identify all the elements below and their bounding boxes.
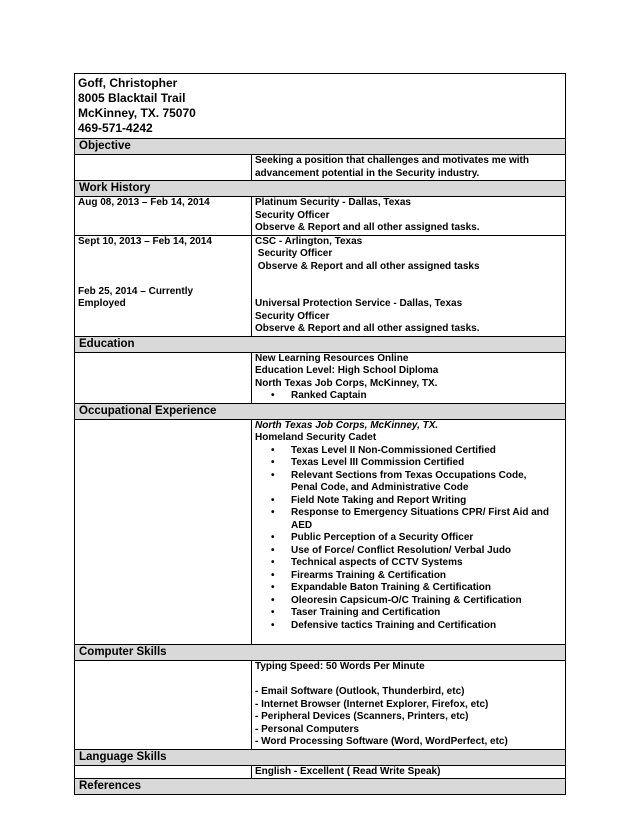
contact-block xyxy=(75,74,566,139)
contact-street: 8005 Blacktail Trail xyxy=(78,91,186,105)
list-item-text: Oleoresin Capsicum-O/C Training & Certification xyxy=(291,594,522,606)
list-item-text: Taser Training and Certification xyxy=(291,607,441,618)
computer-heading: Computer Skills xyxy=(75,645,566,661)
contact-phone: 469-571-4242 xyxy=(78,121,153,135)
education-heading: Education xyxy=(75,336,566,352)
list-item-text: Defensive tactics Training and Certification xyxy=(291,619,497,631)
list-item-text: Texas Level II Non-Commissioned Certified xyxy=(291,444,496,456)
bullet-icon: • xyxy=(271,544,275,556)
job-dates-continued: Employed xyxy=(78,298,126,309)
job-title: Security Officer xyxy=(255,248,333,259)
job-title: Security Officer xyxy=(255,310,330,322)
job-employer: CSC - Arlington, Texas xyxy=(255,235,363,247)
list-item xyxy=(255,390,562,403)
job-title: Security Officer xyxy=(255,209,330,221)
language-text: English - Excellent ( Read Write Speak) xyxy=(255,765,441,777)
bullet-icon: • xyxy=(271,444,275,456)
contact-name: Goff, Christopher xyxy=(78,76,178,90)
references-heading: References xyxy=(75,779,566,795)
bullet-icon: • xyxy=(271,532,275,543)
list-item-text: Public Perception of a Security Officer xyxy=(291,532,474,543)
occupational-list xyxy=(255,445,562,633)
list-item: - Personal Computers xyxy=(255,723,359,735)
bullet-icon: • xyxy=(271,557,275,568)
job-dates: Feb 25, 2014 – Currently xyxy=(78,285,194,297)
job-employer: Platinum Security - Dallas, Texas xyxy=(255,197,411,208)
section-education xyxy=(75,336,566,352)
section-work-history xyxy=(75,181,566,197)
job-duty: Observe & Report and all other assigned tasks. xyxy=(255,222,480,233)
job-employer: Universal Protection Service - Dallas, Texas xyxy=(255,298,463,309)
section-objective xyxy=(75,139,566,155)
list-item xyxy=(255,457,562,470)
contact-city: McKinney, TX. 75070 xyxy=(78,106,196,120)
objective-line-2: advancement potential in the Security industry. xyxy=(255,167,480,179)
resume-table xyxy=(74,73,566,795)
job-dates: Aug 08, 2013 – Feb 14, 2014 xyxy=(78,197,210,208)
list-item-text-continued: Penal Code, and Administrative Code xyxy=(291,482,469,493)
job-duty: Observe & Report and all other assigned tasks. xyxy=(255,323,480,334)
education-honor: Ranked Captain xyxy=(291,390,367,401)
bullet-icon: • xyxy=(271,594,275,606)
work-history-heading: Work History xyxy=(75,181,566,197)
bullet-icon: • xyxy=(271,469,275,481)
bullet-icon: • xyxy=(271,619,275,631)
list-item-text: Field Note Taking and Report Writing xyxy=(291,494,467,506)
job-row xyxy=(75,235,566,336)
education-honors-list xyxy=(255,390,562,403)
bullet-icon: • xyxy=(271,507,275,518)
section-language xyxy=(75,749,566,765)
bullet-icon: • xyxy=(271,582,275,593)
list-item xyxy=(255,532,562,545)
list-item-text: Texas Level III Commission Certified xyxy=(291,457,465,468)
list-item xyxy=(255,582,562,595)
job-dates: Sept 10, 2013 – Feb 14, 2014 xyxy=(78,235,212,247)
list-item-text: Firearms Training & Certification xyxy=(291,569,447,581)
list-item xyxy=(255,595,562,608)
list-item-text: Relevant Sections from Texas Occupations Code, xyxy=(291,469,527,481)
bullet-icon: • xyxy=(271,457,275,468)
education-row xyxy=(75,352,566,403)
list-item xyxy=(255,620,562,633)
bullet-icon: • xyxy=(271,390,275,401)
resume-page xyxy=(74,73,565,795)
occupational-program: Homeland Security Cadet xyxy=(255,432,377,443)
list-item-text: Expandable Baton Training & Certification xyxy=(291,582,492,593)
bullet-icon: • xyxy=(271,569,275,581)
computer-row xyxy=(75,661,566,750)
job-duty: Observe & Report and all other assigned tasks xyxy=(255,260,480,272)
objective-heading: Objective xyxy=(75,139,566,155)
list-item-text: Use of Force/ Conflict Resolution/ Verbal Judo xyxy=(291,544,512,556)
language-heading: Language Skills xyxy=(75,749,566,765)
list-item xyxy=(255,570,562,583)
list-item xyxy=(255,545,562,558)
job-row xyxy=(75,197,566,236)
section-occupational xyxy=(75,403,566,419)
bullet-icon: • xyxy=(271,494,275,506)
education-school: New Learning Resources Online xyxy=(255,352,409,364)
list-item-text-continued: AED xyxy=(291,519,313,531)
list-item-text: Response to Emergency Situations CPR/ First Aid and xyxy=(291,507,550,518)
occupational-org: North Texas Job Corps, McKinney, TX. xyxy=(255,419,439,431)
list-item xyxy=(255,607,562,620)
section-references xyxy=(75,779,566,795)
list-item: - Internet Browser (Internet Explorer, Firefox, etc) xyxy=(255,698,489,710)
education-other: North Texas Job Corps, McKinney, TX. xyxy=(255,377,438,389)
education-level: Education Level: High School Diploma xyxy=(255,365,439,376)
objective-row xyxy=(75,155,566,181)
list-item xyxy=(255,445,562,458)
bullet-icon: • xyxy=(271,607,275,618)
computer-typing: Typing Speed: 50 Words Per Minute xyxy=(255,661,425,672)
list-item-text: Technical aspects of CCTV Systems xyxy=(291,557,463,568)
list-item: - Word Processing Software (Word, WordPerfect, etc) xyxy=(255,736,508,747)
occupational-row xyxy=(75,419,566,645)
list-item: - Peripheral Devices (Scanners, Printers, etc) xyxy=(255,711,469,722)
section-computer xyxy=(75,645,566,661)
list-item: - Email Software (Outlook, Thunderbird, etc) xyxy=(255,686,465,697)
list-item xyxy=(255,470,562,495)
list-item xyxy=(255,507,562,532)
occupational-heading: Occupational Experience xyxy=(75,403,566,419)
language-row xyxy=(75,765,566,779)
objective-line-1: Seeking a position that challenges and motivates me with xyxy=(255,155,529,166)
list-item xyxy=(255,557,562,570)
list-item xyxy=(255,495,562,508)
